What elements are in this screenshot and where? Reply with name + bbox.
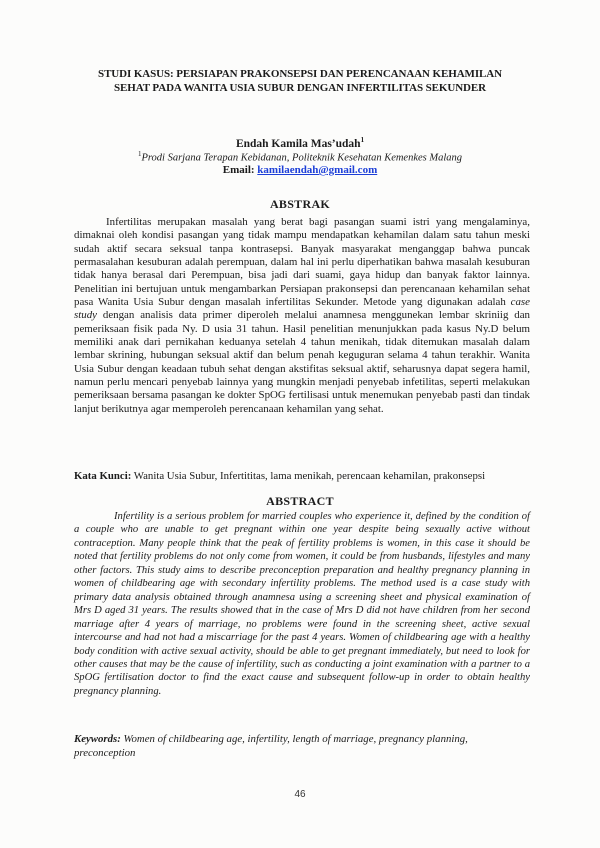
email-label: Email: [222,164,255,176]
paper-title [60,67,540,95]
abstrak-heading: ABSTRAK [269,197,331,211]
title-line-2: SEHAT PADA WANITA USIA SUBUR DENGAN INFERTILITAS SEKUNDER [114,82,486,94]
affiliation-mark: 1 [137,150,142,158]
author-name-text: Endah Kamila Mas’udah [235,137,361,150]
keywords-label: Keywords: [74,733,121,745]
abstract-heading: ABSTRACT [266,494,334,508]
author-email [0,164,600,176]
abstract-body: Infertility is a serious problem for married couples who experience it, defined by the condition of a couple who are unable to get pregnant within one year despite being sexually active without contraception. Many people think that the peak of fertility problems is women, in this case it should be noted that fertility problems do not only come from women, it could be from husbands, lifestyles and many other factors. This study aims to describe preconception preparation and healthy pregnancy planning in women of childbearing age with secondary infertility problems. The method used is a case study with primary data analysis obtained through anamnesa using a screening sheet and physical examination of Mrs D aged 31 years. The results showed that in the case of Mrs D did not have children from her second marriage after 4 years of marriage, no problems were found in the screening sheet, active sexual intercourse and had not had a miscarriage for the past 4 years. Women of childbearing age with a healthy body condition with active sexual activity, should be able to get pregnant immediately, but need to look for other causes that may be the cause of infertility, such as conducting a joint examination with a partner to a SpOG fertilisation doctor to find the exact cause and subsequent follow-up in order to obtain healthy pregnancy planning. [74,511,530,697]
email-link[interactable]: kamilaendah@gmail.com [257,164,378,176]
kata-kunci-text: Wanita Usia Subur, Infertititas, lama menikah, perencaan kehamilan, prakonsepsi [131,470,486,482]
kata-kunci [74,470,534,482]
page-number: 46 [294,789,306,800]
affiliation-text: Prodi Sarjana Terapan Kebidanan, Politeknik Kesehatan Kemenkes Malang [141,152,463,164]
abstrak-case-study-term: case study [74,296,530,322]
keywords [74,733,530,760]
kata-kunci-label: Kata Kunci: [74,470,132,482]
title-line-1: STUDI KASUS: PERSIAPAN PRAKONSEPSI DAN PERENCANAAN KEHAMILAN [98,68,502,80]
abstrak-body [74,216,530,416]
author-name [0,136,600,150]
keywords-text: Women of childbearing age, infertility, length of marriage, pregnancy planning, preconception [74,733,468,759]
author-affiliation-mark: 1 [360,136,365,144]
abstrak-text-part-1: Infertilitas merupakan masalah yang berat bagi pasangan suami istri yang mengalaminya, dimaknai oleh kondisi pasangan yang tidak mampu mendapatkan kehamilan dalam satu tahun meski sudah aktif secara seksual tanpa kontrasepsi. Banyak masyarakat menganggap bahwa puncak permasalahan kesuburan adalah perempuan, dalam hal ini perlu diperhatikan bahwa masalah kesuburan tidak hanya berasal dari Perempuan, bisa jadi dari suami, gaya hidup dan banyak faktor lainnya. Penelitian ini bertujuan untuk mengambarkan Persiapan prakonsepsi dan perencanaan kehamilan sehat pasa Wanita Usia Subur dengan masalah infertilitas Sekunder. Metode yang digunakan adalah [74,216,530,309]
author-affiliation [0,150,600,164]
abstrak-text-part-2: dengan analisis data primer diperoleh melalui anamnesa menggunekan lembar skriniig dan pemeriksaan fisik pada Ny. D usia 31 tahun. Hasil penelitian menunjukkan pada kasus Ny.D belum memiliki anak dari pernikahan keduanya setelah 4 tahun menikah, tidak ditemukan masalah dalam lembar skrining, hubungan seksual aktif dan belum penah keguguran selama 4 tahun terakhir. Wanita Usia Subur dengan keadaan tubuh sehat dengan akstifitas seksual aktif, seharusnya dapat segera hamil, namun perlu mencari penyebab lainnya yang mungkin menjadi penyebab infetilitas, seperti melakukan pemeriksaan bersama pasangan ke dokter SpOG fertilisasi untuk menemukan penyebab pasti dan tindak lanjut berikutnya agar memperoleh perencanaan kehamilan yang sehat. [74,309,530,415]
